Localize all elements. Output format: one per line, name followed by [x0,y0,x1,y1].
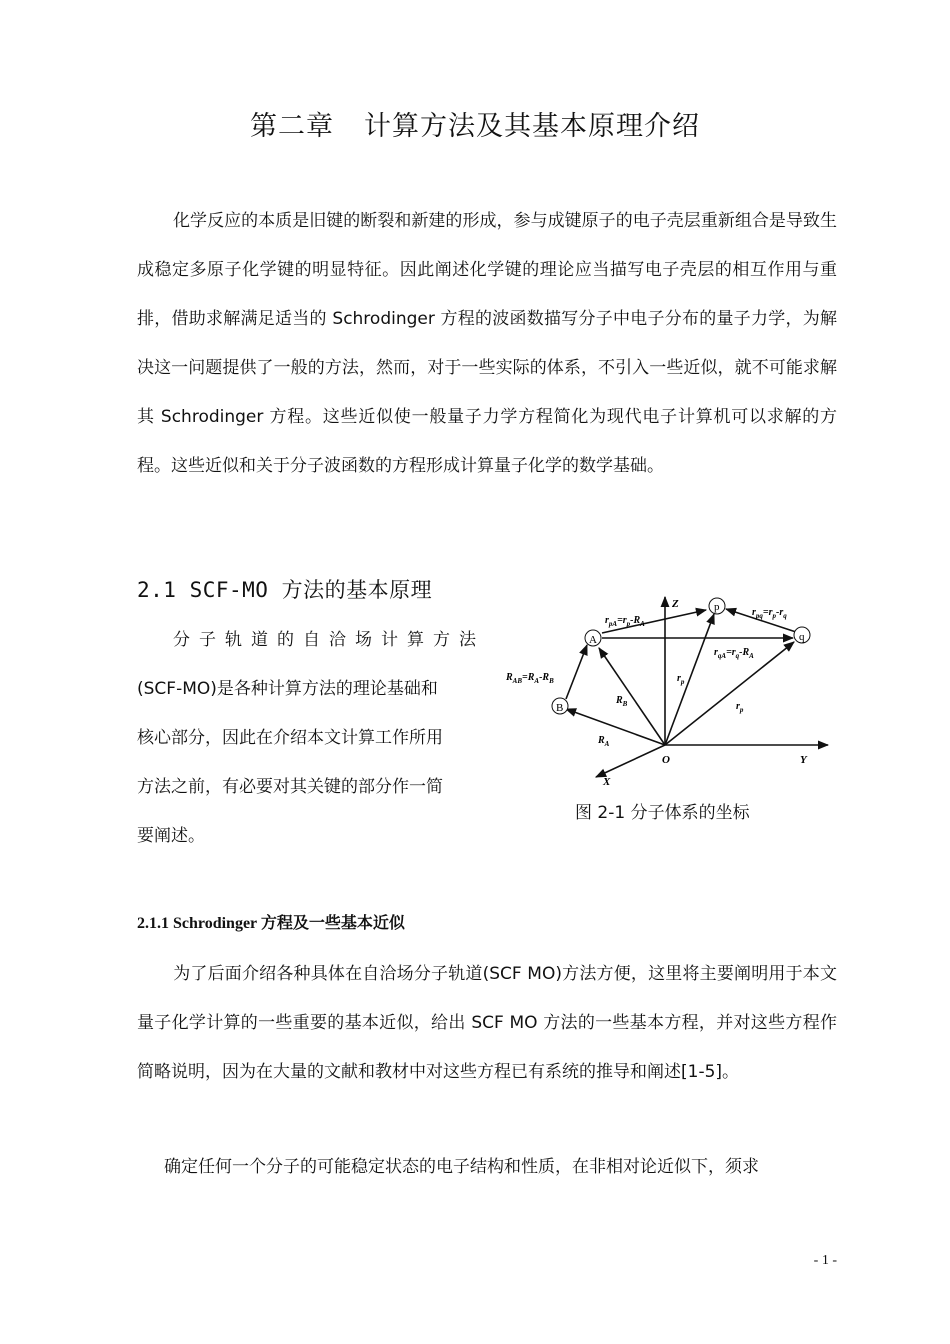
section-2-1-line-3: 核心部分，因此在介绍本文计算工作所用 [137,728,443,748]
chapter-number: 第二章 [250,111,334,142]
vector-RA [566,709,665,745]
section-2-1-line-2: (SCF-MO)是各种计算方法的理论基础和 [137,679,438,699]
section-2-1-line-1: 分子轨道的自洽场计算方法 [173,630,485,650]
axis-x-label: X [603,776,611,788]
subsection-paragraph-1-text: 为了后面介绍各种具体在自洽场分子轨道(SCF MO)方法方便，这里将主要阐明用于本文量子化学计算的一些重要的基本近似，给出 SCF MO 方法的一些基本方程，并对这些方程作简略说明，因为在大量的文献和教材中对这些方程已有系统的推导和阐述[1-5]。 [137,964,837,1082]
intro-paragraph [137,197,837,491]
vector-RAB [566,645,587,699]
figure-caption: 图 2-1 分子体系的坐标 [575,803,750,823]
coordinate-diagram [500,585,840,800]
label-rp-2: $r_p$ [736,701,744,714]
axis-origin-label: O [662,754,670,766]
subsection-heading-2-1-1: 2.1.1 Schrodinger 方程及一些基本近似 [137,915,405,932]
atom-p-label: p [714,601,720,613]
chapter-name: 计算方法及其基本原理介绍 [364,111,700,142]
label-rpA: $r_{pA}=r_p-R_A$ [605,615,645,628]
atom-B-label: B [556,702,564,714]
label-rqA: $r_{qA}=r_q-R_A$ [714,647,754,660]
page-number: - 1 - [813,1253,837,1268]
x-axis [596,745,665,777]
subsection-paragraph-2 [137,1143,837,1192]
section-2-1-line-4: 方法之前，有必要对其关键的部分作一简 [137,777,443,797]
section-2-1-text [137,616,485,861]
label-rpq: $r_{pq}=r_p-r_q$ [752,607,787,620]
chapter-title [0,104,950,143]
label-RAB: $R_{AB}=R_A-R_B$ [506,672,554,685]
label-rp-1: $r_p$ [677,673,685,686]
subsection-paragraph-1 [137,950,837,1097]
atom-q-label: q [799,631,805,643]
molecular-coordinate-figure [500,585,840,800]
axis-z-label: Z [672,598,679,610]
label-RB: $R_B$ [616,695,628,708]
section-heading-2-1: 2.1 SCF-MO 方法的基本原理 [137,578,433,602]
intro-text: 化学反应的本质是旧键的断裂和新建的形成，参与成键原子的电子壳层重新组合是导致生成稳定多原子化学键的明显特征。因此阐述化学键的理论应当描写电子壳层的相互作用与重排，借助求解满足适当的 Schrodinger 方程的波函数描写分子中电子分布的量子力学，为解决这一问题提供了一般的方法，然而，对于一些实际的体系，不引入一些近似，就不可能求解其 Schrodinger 方程。这些近似使一般量子力学方程简化为现代电子计算机可以求解的方程。这些近似和关于分子波函数的方程形成计算量子化学的数学基础。 [137,211,837,476]
label-RA: $R_A$ [598,735,610,748]
subsection-paragraph-2-text: 确定任何一个分子的可能稳定状态的电子结构和性质，在非相对论近似下，须求 [164,1157,759,1177]
vector-RB [599,648,665,745]
atom-A-label: A [589,634,597,646]
axis-y-label: Y [800,754,807,766]
section-2-1-line-5: 要阐述。 [137,826,205,846]
